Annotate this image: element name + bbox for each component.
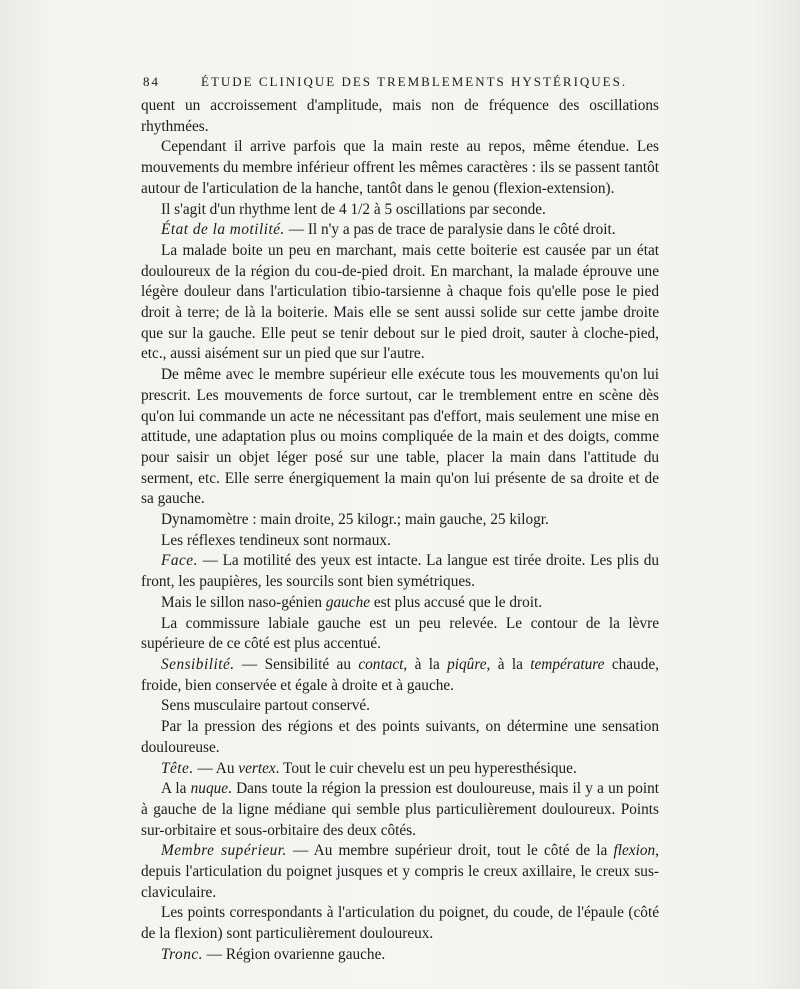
- paragraph: Les réflexes tendineux sont normaux.: [161, 531, 391, 549]
- running-header: [143, 74, 659, 94]
- paragraph: Dynamomètre : main droite, 25 kilogr.; main gauche, 25 kilogr.: [161, 511, 549, 529]
- paragraph: Il s'agit d'un rhythme lent de 4 1/2 à 5 oscillations par seconde.: [161, 200, 546, 218]
- section-heading: Tronc.: [161, 945, 203, 963]
- paragraph: Tête. — Au vertex. Tout le cuir chevelu est un peu hyperesthésique.: [161, 759, 577, 777]
- paragraph: La commissure labiale gauche est un peu relevée. Le contour de la lèvre supérieure de ce côté est plus accentué.: [141, 614, 659, 653]
- paragraph: quent un accroissement d'amplitude, mais non de fréquence des oscillations rhythmées.: [141, 97, 659, 135]
- paragraph: Mais le sillon naso-génien gauche est plus accusé que le droit.: [161, 593, 543, 611]
- section-heading: État de la motilité.: [161, 221, 285, 239]
- page-number: 84: [143, 74, 160, 89]
- paragraph: Cependant il arrive parfois que la main reste au repos, même étendue. Les mouvements du membre inférieur offrent les mêmes caractères : ils se passent tantôt autour de l'articulation de la hanche, tantôt dans le genou (flexion-extension).: [141, 138, 659, 197]
- section-heading: Tête.: [161, 759, 194, 777]
- paragraph: Par la pression des régions et des points suivants, on détermine une sensation douloureuse.: [141, 718, 659, 756]
- paragraph: État de la motilité. — Il n'y a pas de trace de paralysie dans le côté droit.: [161, 221, 616, 239]
- paragraph: La malade boite un peu en marchant, mais cette boiterie est causée par un état douloureux de la région du cou-de-pied droit. En marchant, la malade éprouve une légère douleur dans l'articulation tibio-tarsienne à chaque fois qu'elle pose le pied droit à terre; de là la boiterie. Mais elle se sent aussi solide sur cette jambe droite que sur la gauche. Elle peut se tenir debout sur le pied droit, sauter à cloche-pied, etc., aussi aisément sur un pied que sur l'autre.: [141, 241, 659, 363]
- section-heading: Membre supérieur.: [161, 842, 287, 860]
- text-body: [141, 96, 659, 966]
- paragraph: A la nuque. Dans toute la région la pression est douloureuse, mais il y a un point à gauche de la ligne médiane qui semble plus particulièrement douloureux. Points sur-orbitaire et sous-orbitaire des deux côtés.: [141, 780, 660, 839]
- paragraph: Tronc. — Région ovarienne gauche.: [161, 945, 386, 963]
- paragraph: Membre supérieur. — Au membre supérieur droit, tout le côté de la flexion, depuis l'articulation du poignet jusques et y compris le creux axillaire, le creux sus-claviculaire.: [141, 842, 659, 901]
- section-heading: Face.: [161, 552, 198, 570]
- section-heading: Sensibilité.: [161, 655, 235, 673]
- paragraph: Sensibilité. — Sensibilité au contact, à la piqûre, à la température chaude, froide, bien conservée et égale à droite et à gauche.: [141, 655, 659, 694]
- paragraph: Face. — La motilité des yeux est intacte. La langue est tirée droite. Les plis du front, les paupières, les sourcils sont bien symétriques.: [141, 552, 659, 591]
- paragraph: Sens musculaire partout conservé.: [161, 697, 370, 715]
- running-title: ÉTUDE CLINIQUE DES TREMBLEMENTS HYSTÉRIQUES.: [201, 74, 628, 89]
- paragraph: Les points correspondants à l'articulation du poignet, du coude, de l'épaule (côté de la flexion) sont particulièrement douloureux.: [141, 904, 659, 943]
- paragraph: De même avec le membre supérieur elle exécute tous les mouvements qu'on lui prescrit. Les mouvements de force surtout, car le tremblement entre en scène dès qu'on lui commande un acte ne nécessitant pas d'effort, mais seulement une mise en attitude, une adaptation plus ou moins compliquée de la main et des doigts, comme pour saisir un objet léger posé sur une table, placer la main dans l'attitude du serment, etc. Elle serre énergiquement la main qu'on lui présente de sa droite et de sa gauche.: [141, 366, 659, 508]
